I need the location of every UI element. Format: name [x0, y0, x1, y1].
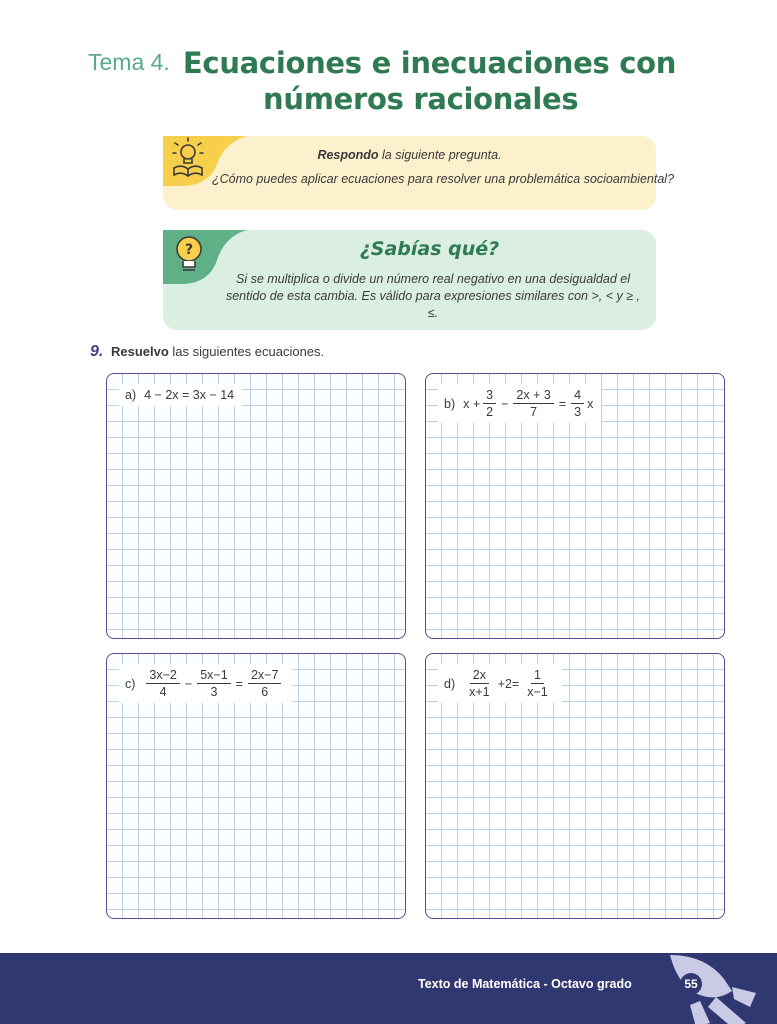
fraction	[513, 388, 553, 419]
fraction	[146, 668, 179, 699]
exercise-heading	[90, 343, 324, 361]
equation-a	[119, 384, 242, 406]
denominator: x+1	[469, 685, 490, 699]
numerator: 3x−2	[146, 668, 179, 684]
operator: −	[501, 396, 509, 411]
svg-text:?: ?	[184, 242, 194, 258]
numerator: 5x−1	[197, 668, 230, 684]
page-number: 55	[680, 973, 702, 995]
fraction	[524, 668, 551, 699]
denominator: 6	[261, 685, 269, 699]
sabias-text: Si se multiplica o divide un número real negativo en una desigualdad el sentido de esta cambia. Es válido para expresiones similares con >, < y ≥ , ≤.	[225, 272, 640, 320]
title-line-2: números racionales	[263, 82, 579, 116]
numerator: 2x−7	[248, 668, 281, 684]
operator: −	[184, 676, 193, 691]
respondo-bold: Respondo	[317, 148, 379, 162]
operator: =	[235, 676, 243, 691]
lightbulb-book-icon	[155, 128, 255, 188]
denominator: 7	[530, 405, 538, 419]
question-lightbulb-icon	[155, 222, 255, 286]
equation-label: d)	[444, 676, 456, 691]
footer-book-title: Texto de Matemática - Octavo grado	[418, 977, 632, 991]
denominator: x−1	[527, 685, 548, 699]
equation-label: b)	[444, 396, 456, 411]
fraction	[571, 388, 584, 419]
equation-label: c)	[125, 676, 136, 691]
denominator: 2	[486, 405, 494, 419]
equation-c	[119, 664, 292, 703]
exercise-rest: las siguientes ecuaciones.	[168, 344, 325, 359]
equation-b	[438, 384, 601, 423]
numerator: 2x + 3	[513, 388, 553, 404]
fraction	[248, 668, 281, 699]
equation-d	[438, 664, 562, 703]
numerator: 2x	[470, 668, 489, 684]
fraction	[483, 388, 496, 419]
grid-box-b[interactable]	[425, 373, 725, 639]
equation-b-tail: x	[587, 396, 594, 411]
equation-a-text: 4 − 2x = 3x − 14	[144, 388, 235, 402]
operator: +2=	[497, 676, 520, 691]
grid-box-c[interactable]	[106, 653, 406, 919]
fraction	[197, 668, 230, 699]
equation-label: a)	[125, 388, 137, 402]
numerator: 1	[531, 668, 544, 684]
grid-box-d[interactable]	[425, 653, 725, 919]
numerator: 3	[483, 388, 496, 404]
exercise-bold: Resuelvo	[110, 344, 169, 359]
respondo-rest: la siguiente pregunta.	[378, 148, 502, 162]
equation-b-x: x +	[463, 396, 481, 411]
exercise-number: 9.	[90, 343, 104, 360]
page-footer	[0, 953, 777, 1024]
numerator: 4	[571, 388, 584, 404]
rocket-icon	[650, 953, 760, 1024]
denominator: 3	[210, 685, 218, 699]
denominator: 3	[574, 405, 582, 419]
sabias-title: ¿Sabías qué?	[359, 238, 500, 260]
tema-label: Tema 4.	[88, 49, 170, 75]
grid-box-a[interactable]	[106, 373, 406, 639]
title-line-1: Ecuaciones e inecuaciones con	[182, 46, 677, 80]
fraction	[466, 668, 493, 699]
operator: =	[558, 396, 567, 411]
denominator: 4	[159, 685, 167, 699]
respondo-question: ¿Cómo puedes aplicar ecuaciones para resolver una problemática socioambiental?	[211, 172, 675, 186]
